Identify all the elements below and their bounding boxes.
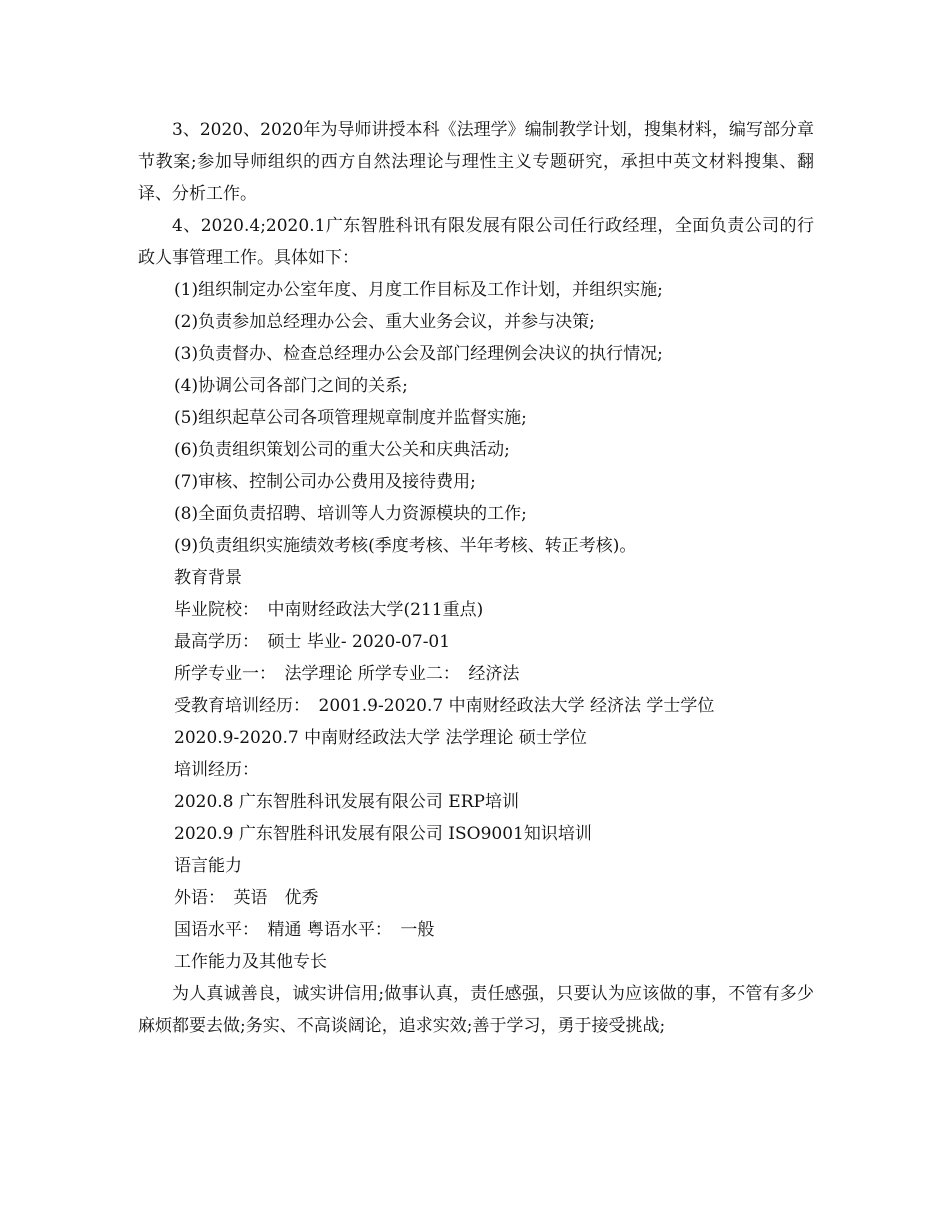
paragraph-item-4: 4、2020.4;2020.1广东智胜科讯有限发展有限公司任行政经理，全面负责公司的行政人事管理工作。具体如下： bbox=[138, 216, 814, 268]
section-heading-training: 培训经历： bbox=[174, 760, 259, 780]
duty-item: (4)协调公司各部门之间的关系; bbox=[174, 376, 408, 396]
section-heading-language: 语言能力 bbox=[174, 856, 242, 876]
education-history-line: 受教育培训经历： 2001.9-2020.7 中南财经政法大学 经济法 学士学位 bbox=[174, 696, 715, 716]
duty-item: (7)审核、控制公司办公费用及接待费用; bbox=[174, 472, 476, 492]
duty-item: (6)负责组织策划公司的重大公关和庆典活动; bbox=[174, 440, 510, 460]
duty-item: (3)负责督办、检查总经理办公会及部门经理例会决议的执行情况; bbox=[174, 344, 663, 364]
document-body bbox=[138, 114, 814, 1042]
section-heading-education: 教育背景 bbox=[174, 568, 242, 588]
training-line: 2020.9 广东智胜科讯发展有限公司 ISO9001知识培训 bbox=[174, 824, 592, 844]
degree-line: 最高学历： 硕士 毕业- 2020-07-01 bbox=[174, 632, 451, 652]
duty-item: (1)组织制定办公室年度、月度工作目标及工作计划，并组织实施; bbox=[174, 280, 663, 300]
foreign-language-line: 外语： 英语 优秀 bbox=[174, 888, 319, 908]
duty-item: (5)组织起草公司各项管理规章制度并监督实施; bbox=[174, 408, 527, 428]
duty-item: (8)全面负责招聘、培训等人力资源模块的工作; bbox=[174, 504, 527, 524]
training-line: 2020.8 广东智胜科讯发展有限公司 ERP培训 bbox=[174, 792, 519, 812]
dialect-line: 国语水平： 精通 粤语水平： 一般 bbox=[174, 920, 435, 940]
majors-line: 所学专业一： 法学理论 所学专业二： 经济法 bbox=[174, 664, 520, 684]
skills-paragraph: 为人真诚善良，诚实讲信用;做事认真，责任感强，只要认为应该做的事，不管有多少麻烦都要去做;务实、不高谈阔论，追求实效;善于学习，勇于接受挑战; bbox=[138, 984, 814, 1036]
paragraph-item-3: 3、2020、2020年为导师讲授本科《法理学》编制教学计划，搜集材料，编写部分章节教案;参加导师组织的西方自然法理论与理性主义专题研究，承担中英文材料搜集、翻译、分析工作。 bbox=[138, 120, 814, 204]
duty-item: (2)负责参加总经理办公会、重大业务会议，并参与决策; bbox=[174, 312, 595, 332]
duty-item: (9)负责组织实施绩效考核(季度考核、半年考核、转正考核)。 bbox=[174, 536, 637, 556]
education-history-line: 2020.9-2020.7 中南财经政法大学 法学理论 硕士学位 bbox=[174, 728, 587, 748]
school-line: 毕业院校： 中南财经政法大学(211重点) bbox=[174, 600, 484, 620]
section-heading-skills: 工作能力及其他专长 bbox=[174, 952, 327, 972]
